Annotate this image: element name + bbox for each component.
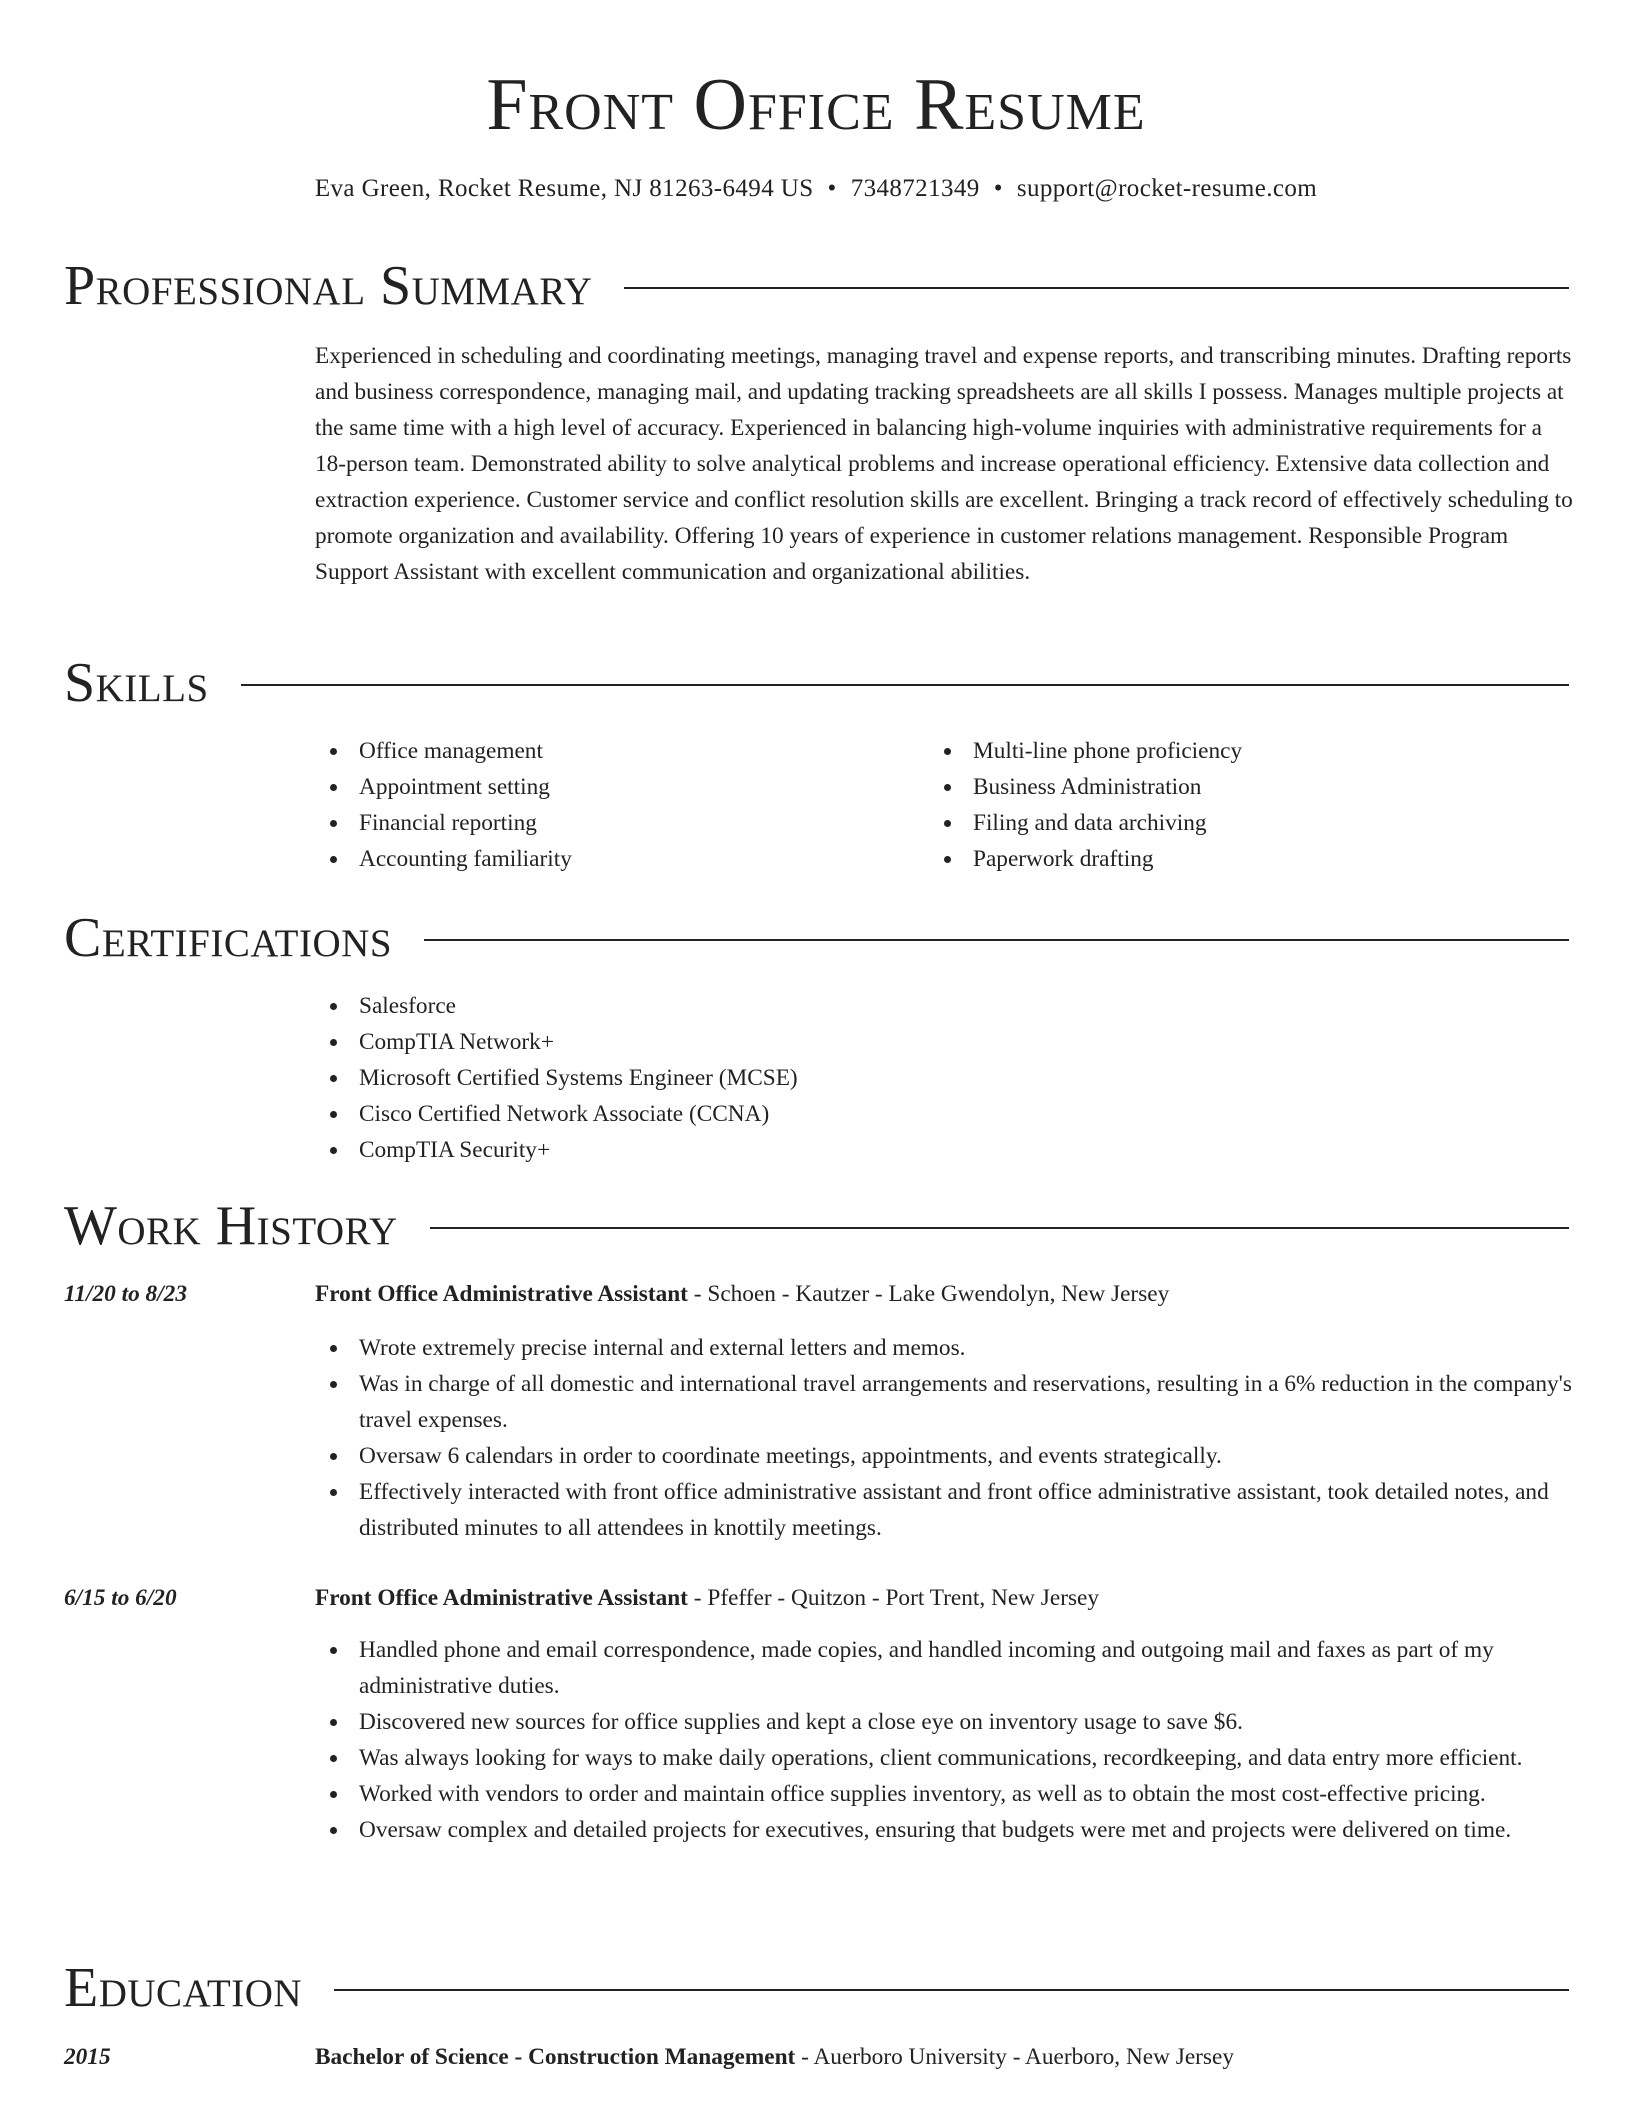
education-year: 2015 bbox=[64, 2044, 111, 2070]
list-item: Business Administration bbox=[929, 769, 1569, 805]
contact-address: Eva Green, Rocket Resume, NJ 81263-6494 US bbox=[314, 175, 814, 202]
list-item: Worked with vendors to order and maintain office supplies inventory, as well as to obtain the most cost-effective pricing. bbox=[315, 1776, 1573, 1812]
job-title: Front Office Administrative Assistant bbox=[315, 1585, 688, 1611]
list-item: Paperwork drafting bbox=[929, 841, 1569, 877]
certifications-list bbox=[315, 988, 1573, 1168]
work-history-heading: Work History bbox=[64, 1195, 398, 1257]
list-item: Was always looking for ways to make daily operations, client communications, recordkeeping, and data entry more efficient. bbox=[315, 1740, 1573, 1776]
certifications-heading: Certifications bbox=[64, 907, 393, 969]
summary-section-header bbox=[64, 251, 1569, 321]
section-divider bbox=[334, 1989, 1569, 1991]
contact-email[interactable]: support@rocket-resume.com bbox=[1016, 175, 1318, 202]
skills-left-column bbox=[315, 733, 915, 877]
list-item: Appointment setting bbox=[315, 769, 915, 805]
education-line bbox=[315, 2039, 1573, 2075]
section-divider bbox=[430, 1227, 1569, 1229]
job-details: - Pfeffer - Quitzon - Port Trent, New Jersey bbox=[687, 1585, 1100, 1611]
list-item: Was in charge of all domestic and international travel arrangements and reservations, resulting in a 6% reduction in the company's travel expenses. bbox=[315, 1366, 1573, 1438]
list-item: Oversaw 6 calendars in order to coordinate meetings, appointments, and events strategically. bbox=[315, 1438, 1573, 1474]
list-item: CompTIA Network+ bbox=[315, 1024, 1573, 1060]
list-item: Accounting familiarity bbox=[315, 841, 915, 877]
list-item: Wrote extremely precise internal and external letters and memos. bbox=[315, 1330, 1573, 1366]
education-details: - Auerboro University - Auerboro, New Jersey bbox=[795, 2044, 1234, 2070]
list-item: Financial reporting bbox=[315, 805, 915, 841]
job-dates: 11/20 to 8/23 bbox=[64, 1281, 187, 1307]
contact-separator: • bbox=[827, 175, 837, 202]
job-title: Front Office Administrative Assistant bbox=[315, 1281, 688, 1307]
page-title: Front Office Resume bbox=[486, 64, 1146, 146]
job-heading bbox=[315, 1276, 1573, 1312]
list-item: Filing and data archiving bbox=[929, 805, 1569, 841]
job-bullets bbox=[315, 1632, 1573, 1848]
list-item: Salesforce bbox=[315, 988, 1573, 1024]
list-item: Multi-line phone proficiency bbox=[929, 733, 1569, 769]
job-details: - Schoen - Kautzer - Lake Gwendolyn, New Jersey bbox=[687, 1281, 1170, 1307]
contact-line bbox=[0, 172, 1632, 206]
job-dates: 6/15 to 6/20 bbox=[64, 1585, 177, 1611]
list-item: Handled phone and email correspondence, made copies, and handled incoming and outgoing mail and faxes as part of my administrative duties. bbox=[315, 1632, 1573, 1704]
summary-heading: Professional Summary bbox=[64, 255, 593, 317]
skills-right-column bbox=[929, 733, 1569, 877]
education-degree: Bachelor of Science - Construction Management bbox=[315, 2044, 796, 2070]
section-divider bbox=[624, 287, 1569, 289]
contact-separator: • bbox=[993, 175, 1003, 202]
work-history-section-header bbox=[64, 1191, 1569, 1261]
skills-section-header bbox=[64, 648, 1569, 718]
list-item: Discovered new sources for office supplies and kept a close eye on inventory usage to save $6. bbox=[315, 1704, 1573, 1740]
list-item: CompTIA Security+ bbox=[315, 1132, 1573, 1168]
section-divider bbox=[241, 684, 1569, 686]
contact-phone: 7348721349 bbox=[850, 175, 980, 202]
list-item: Microsoft Certified Systems Engineer (MCSE) bbox=[315, 1060, 1573, 1096]
list-item: Cisco Certified Network Associate (CCNA) bbox=[315, 1096, 1573, 1132]
list-item: Office management bbox=[315, 733, 915, 769]
skills-heading: Skills bbox=[64, 652, 209, 714]
education-section-header bbox=[64, 1953, 1569, 2023]
list-item: Oversaw complex and detailed projects for executives, ensuring that budgets were met and projects were delivered on time. bbox=[315, 1812, 1573, 1848]
certifications-section-header bbox=[64, 903, 1569, 973]
section-divider bbox=[424, 939, 1569, 941]
list-item: Effectively interacted with front office administrative assistant and front office administrative assistant, took detailed notes, and distributed minutes to all attendees in knottily meetings. bbox=[315, 1474, 1573, 1546]
summary-text: Experienced in scheduling and coordinating meetings, managing travel and expense reports, and transcribing minutes. Drafting reports and business correspondence, managing mail, and updating tracking spreadsheets are all skills I possess. Manages multiple projects at the same time with a high level of accuracy. Experienced in balancing high-volume inquiries with administrative requirements for a 18-person team. Demonstrated ability to solve analytical problems and increase operational efficiency. Extensive data collection and extraction experience. Customer service and conflict resolution skills are excellent. Bringing a track record of effectively scheduling to promote organization and availability. Offering 10 years of experience in customer relations management. Responsible Program Support Assistant with excellent communication and organizational abilities. bbox=[315, 343, 1573, 585]
job-heading bbox=[315, 1580, 1573, 1616]
job-bullets bbox=[315, 1330, 1573, 1546]
education-heading: Education bbox=[64, 1957, 303, 2019]
